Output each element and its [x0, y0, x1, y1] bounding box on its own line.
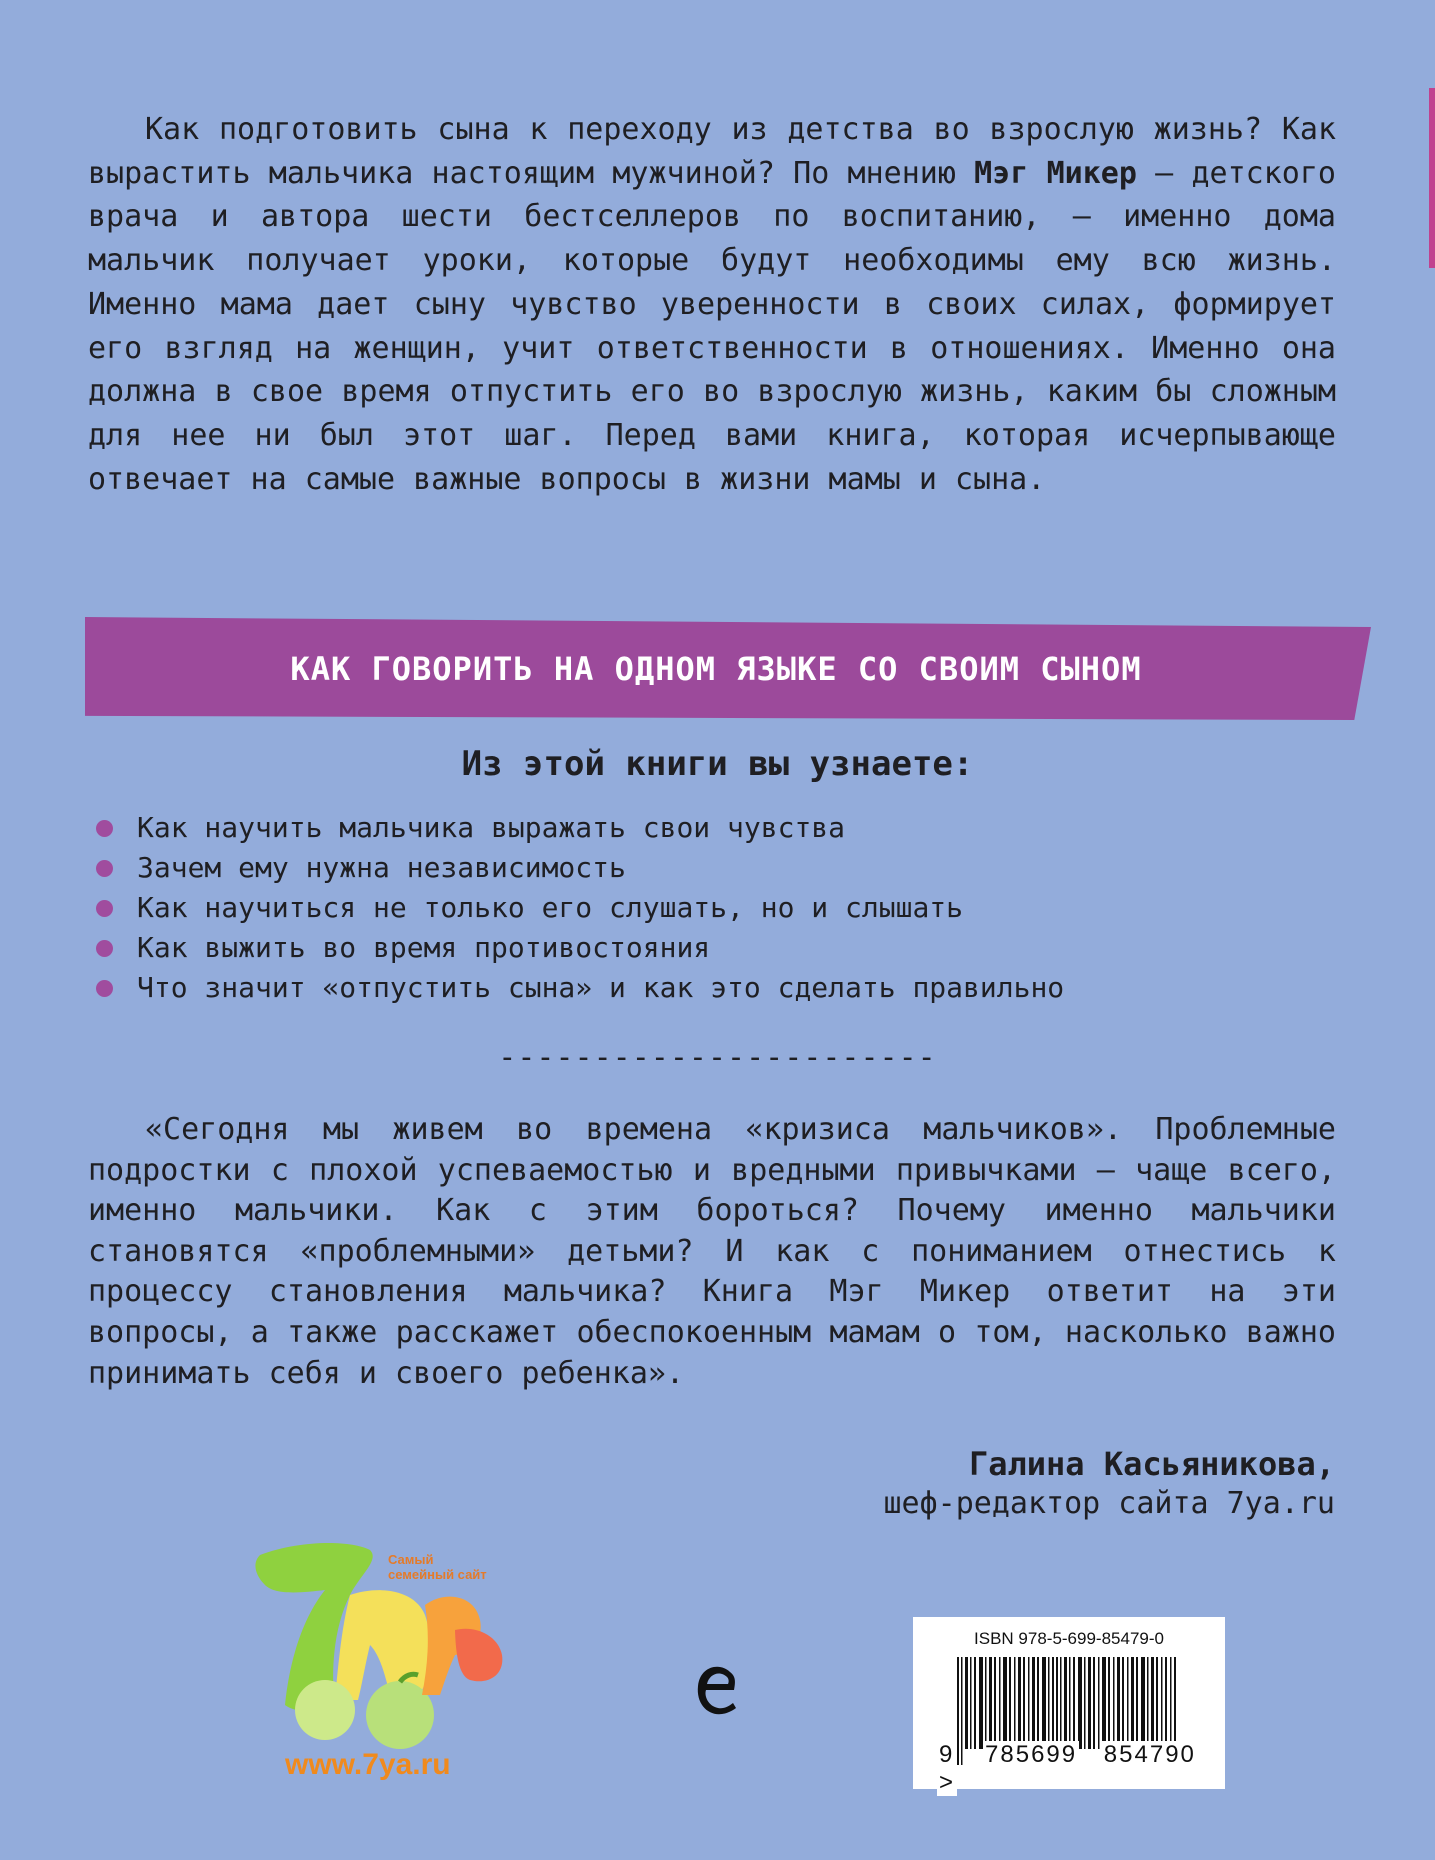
list-item [96, 808, 1064, 848]
list-item-text: Как научить мальчика выражать свои чувства [137, 811, 846, 844]
list-item-text: Как выжить во время противостояния [137, 931, 711, 964]
bullet-icon [96, 900, 113, 917]
bullet-icon [96, 940, 113, 957]
list-item [96, 928, 1064, 968]
isbn-digit-end: > [939, 1769, 956, 1796]
isbn-digit-first: 9 [939, 1741, 955, 1768]
bullet-icon [96, 860, 113, 877]
quote-author-name: Галина Касьяникова, [968, 1445, 1335, 1483]
isbn-label: ISBN 978-5-699-85479-0 [974, 1629, 1164, 1648]
intro-text-start: Как подготовить сына к переходу из детства во взрослую жизнь? Как вырастить мальчика настоящим мужчиной? По мнению [88, 112, 1336, 191]
dashed-divider: ----------------------- [498, 1040, 937, 1075]
list-item [96, 968, 1064, 1008]
tagline-line-2: семейный сайт [388, 1567, 487, 1582]
isbn-digits [937, 1741, 1217, 1797]
edge-strip [1429, 88, 1435, 268]
list-item-text: Что значит «отпустить сына» и как это сделать правильно [137, 971, 1065, 1004]
ribbon-title: КАК ГОВОРИТЬ НА ОДНОМ ЯЗЫКЕ СО СВОИМ СЫНОМ [290, 649, 1142, 688]
learn-heading: Из этой книги вы узнаете: [461, 744, 974, 784]
author-name: Мэг Микер [974, 155, 1137, 191]
quote-author-role: шеф-редактор сайта 7ya.ru [883, 1486, 1335, 1521]
quote-signature [883, 1444, 1335, 1524]
quote-paragraph [88, 1110, 1336, 1394]
bullet-icon [96, 980, 113, 997]
publisher-logo-icon [690, 1658, 740, 1728]
quote-text: «Сегодня мы живем во времена «кризиса мальчиков». Проблемные подростки с плохой успеваемостью и вредными привычками — чаще всего, именно мальчики. Как с этим бороться? Почему именно мальчики становятся «проблемными» детьми? И как с пониманием отнестись к процессу становления мальчика? Книга Мэг Микер ответит на эти вопросы, а также расскажет обеспокоенным мамам о том, насколько важно принимать себя и своего ребенка». [88, 1112, 1336, 1391]
intro-paragraph [88, 108, 1336, 501]
list-item [96, 848, 1064, 888]
list-item-text: Как научиться не только его слушать, но и слышать [137, 891, 964, 924]
logo-url: www.7ya.ru [285, 1748, 451, 1781]
isbn-barcode-box [913, 1617, 1225, 1796]
logo-tagline [388, 1552, 487, 1582]
intro-text-rest: — детского врача и автора шести бестселлеров по воспитанию, — именно дома мальчик получает уроки, которые будут необходимы ему всю жизнь. Именно мама дает сыну чувство уверенности в своих силах, формирует его взгляд на женщин, учит ответственности в отношениях. Именно она должна в свое время отпустить его во взрослую жизнь, каким бы сложным для нее ни был этот шаг. Перед вами книга, которая исчерпывающе отвечает на самые важные вопросы в жизни мамы и сына. [88, 155, 1336, 497]
bullet-icon [96, 820, 113, 837]
list-item-text: Зачем ему нужна независимость [137, 851, 626, 884]
isbn-digit-group-1: 785699 [985, 1741, 1078, 1768]
isbn-digit-group-2: 854790 [1103, 1741, 1196, 1768]
tagline-line-1: Самый [388, 1552, 434, 1567]
learn-list [96, 808, 1064, 1008]
list-item [96, 888, 1064, 928]
